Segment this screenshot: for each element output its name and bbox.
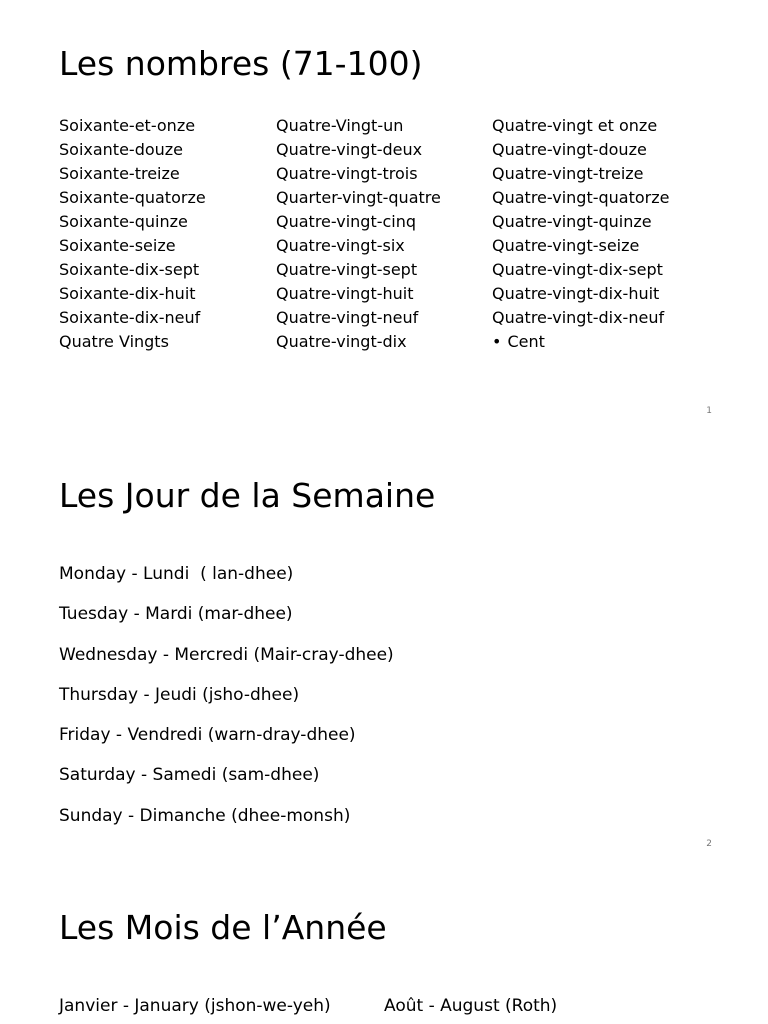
number-word: Quatre-vingt-deux (276, 140, 423, 159)
number-word: Quatre-vingt-sept (276, 260, 418, 279)
slide-months (0, 864, 768, 1024)
numbers-column-1 (59, 114, 206, 354)
number-word: Soixante-treize (59, 164, 180, 183)
number-word: Quarter-vingt-quatre (276, 188, 441, 207)
number-word: Quatre-vingt-treize (492, 164, 644, 183)
number-word: Soixante-et-onze (59, 116, 196, 135)
number-word: Quatre-vingt-douze (492, 140, 647, 159)
number-word: Soixante-quinze (59, 212, 188, 231)
month-item: Janvier - January (jshon-we-yeh) (59, 996, 331, 1016)
number-word: Quatre-vingt-quatorze (492, 188, 670, 207)
day-item: Monday - Lundi ( lan-dhee) (59, 564, 294, 584)
number-word: Soixante-quatorze (59, 188, 206, 207)
number-word: Soixante-dix-neuf (59, 308, 201, 327)
number-word: Quatre Vingts (59, 332, 169, 351)
number-word-bulleted (492, 330, 669, 354)
bullet-icon: • (492, 332, 502, 351)
number-word: Soixante-dix-huit (59, 284, 196, 303)
slide-days (0, 432, 768, 864)
slide-numbers (0, 0, 768, 432)
page-number: 2 (706, 839, 712, 849)
page-number: 1 (706, 406, 712, 416)
day-item: Wednesday - Mercredi (Mair-cray-dhee) (59, 644, 394, 665)
number-word: Quatre-vingt-neuf (276, 308, 419, 327)
number-word: Quatre-vingt-seize (492, 236, 640, 255)
number-word: Quatre-vingt et onze (492, 116, 658, 135)
day-item: Sunday - Dimanche (dhee-monsh) (59, 805, 351, 826)
number-word: Quatre-vingt-huit (276, 284, 414, 303)
numbers-column-3 (492, 114, 669, 354)
month-item: Août - August (Roth) (384, 996, 558, 1016)
number-word: Quatre-Vingt-un (276, 116, 404, 135)
number-word: Cent (507, 332, 545, 351)
number-word: Soixante-douze (59, 140, 184, 159)
number-word: Quatre-vingt-trois (276, 164, 418, 183)
number-word: Quatre-vingt-dix-sept (492, 260, 663, 279)
number-word: Quatre-vingt-dix-neuf (492, 308, 665, 327)
slide-title: Les nombres (71-100) (59, 44, 423, 83)
number-word: Quatre-vingt-dix (276, 332, 407, 351)
number-word: Soixante-seize (59, 236, 176, 255)
slide-title: Les Jour de la Semaine (59, 476, 436, 515)
day-item: Saturday - Samedi (sam-dhee) (59, 765, 320, 786)
numbers-column-2 (276, 114, 441, 354)
day-item: Thursday - Jeudi (jsho-dhee) (59, 684, 300, 705)
number-word: Quatre-vingt-dix-huit (492, 284, 660, 303)
days-list (59, 560, 394, 842)
number-word: Quatre-vingt-quinze (492, 212, 652, 231)
slide-title: Les Mois de l’Année (59, 908, 387, 947)
day-item: Friday - Vendredi (warn-dray-dhee) (59, 725, 356, 746)
number-word: Quatre-vingt-six (276, 236, 405, 255)
day-item: Tuesday - Mardi (mar-dhee) (59, 604, 293, 625)
number-word: Soixante-dix-sept (59, 260, 200, 279)
number-word: Quatre-vingt-cinq (276, 212, 417, 231)
